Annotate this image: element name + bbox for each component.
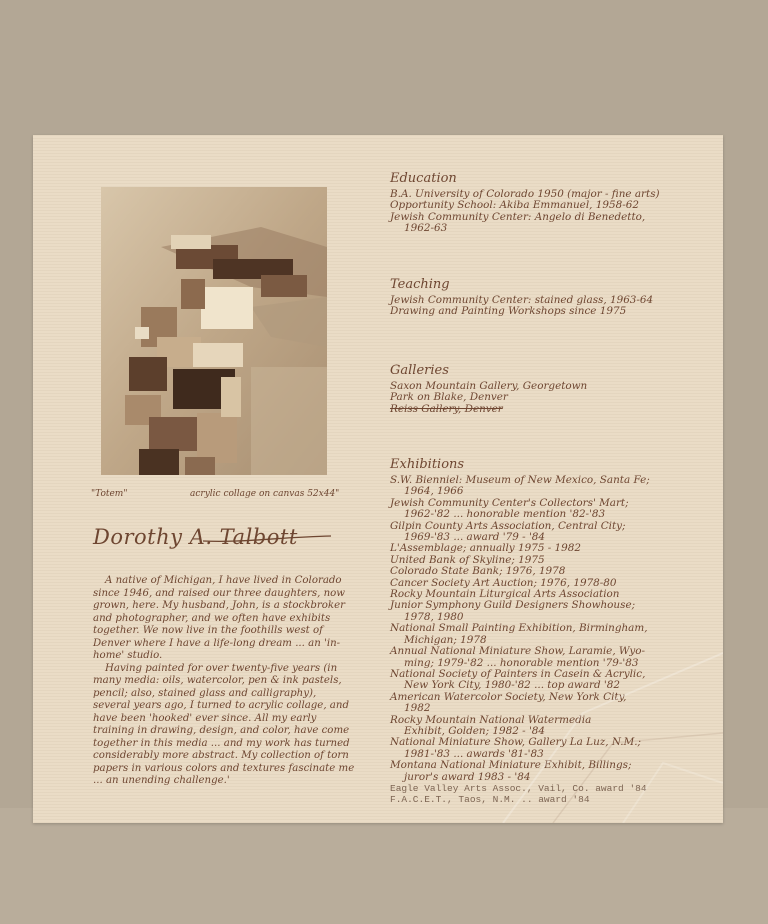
exhibition-line: National Small Painting Exhibition, Birmingham,: [390, 622, 648, 635]
exhibition-line: National Miniature Show, Gallery La Luz, N.M.;: [390, 736, 642, 749]
exhibition-line: Rocky Mountain National Watermedia: [390, 713, 592, 726]
exhibition-line: National Society of Painters in Casein & Acrylic,: [390, 667, 646, 680]
galleries-heading: Galleries: [390, 363, 449, 378]
biography-sheet: [33, 135, 723, 823]
totem-artwork-image: [101, 187, 327, 475]
gallery-line-struck: Reiss Gallery, Denver: [390, 402, 503, 415]
exhibitions-heading: Exhibitions: [390, 457, 465, 472]
exhibition-line: United Bank of Skyline; 1975: [390, 553, 545, 566]
bio-paragraph: Having painted for over twenty-five years (in many media: oils, watercolor, pen & ink pastels, pencil; also, stained glass and calligraphy), several years ago, I turned to acrylic collage, and have been 'hooked' ever since. All my early training in drawing, design, and color, have come together in this media ... and my work has turned considerably more abstract. My collection of torn papers in various colors and textures fascinate me ... an unending challenge.': [93, 662, 355, 786]
exhibition-line: L'Assemblage; annually 1975 - 1982: [390, 542, 581, 555]
exhibition-line: Annual National Miniature Show, Laramie, Wyo-: [390, 645, 646, 658]
exhibition-line: Cancer Society Art Auction; 1976, 1978-80: [390, 576, 617, 589]
exhibition-line: juror's award 1983 - '84: [404, 770, 531, 783]
exhibition-line: Michigan; 1978: [404, 633, 487, 646]
teaching-line: Drawing and Painting Workshops since 1975: [390, 305, 627, 318]
exhibition-line: 1969-'83 ... award '79 - '84: [404, 531, 546, 544]
artist-biography: [93, 575, 355, 788]
gallery-line: Park on Blake, Denver: [390, 391, 508, 404]
exhibition-line: 1981-'83 ... awards '81-'83: [404, 747, 544, 760]
exhibition-line: S.W. Bienniel: Museum of New Mexico, Santa Fe;: [390, 474, 650, 486]
exhibition-line: New York City, 1980-'82 ... top award '82: [404, 679, 620, 692]
bio-paragraph: A native of Michigan, I have lived in Colorado since 1946, and raised our three daughters, now grown, here. My husband, John, is a stockbroker and photographer, and we often have exhibits together. We now live in the foothills west of Denver where I have a life-long dream ... an 'in-home' studio.: [93, 575, 346, 661]
exhibition-line: 1978, 1980: [404, 610, 464, 623]
artist-name: Dorothy A. Talbott: [93, 525, 298, 549]
exhibition-line: ming; 1979-'82 ... honorable mention '79-'83: [404, 656, 639, 669]
artwork-photo: [101, 187, 327, 475]
exhibition-line: 1964, 1966: [404, 485, 464, 498]
exhibition-line: Jewish Community Center's Collectors' Mart;: [390, 496, 629, 509]
handwritten-exhibition-note: F.A.C.E.T., Taos, N.M. .. award '84: [390, 794, 590, 806]
teaching-section: [390, 277, 653, 318]
handwritten-exhibition-note: Eagle Valley Arts Assoc., Vail, Co. award '84: [390, 782, 647, 794]
exhibition-line: Colorado State Bank; 1976, 1978: [390, 565, 566, 578]
galleries-section: [390, 363, 587, 415]
mat-bottom: [0, 808, 768, 924]
exhibition-line: American Watercolor Society, New York City,: [390, 690, 627, 703]
name-underline-flourish: [201, 533, 333, 547]
teaching-line: Jewish Community Center: stained glass, 1963-64: [390, 294, 654, 306]
exhibition-line: Junior Symphony Guild Designers Showhouse;: [390, 599, 636, 612]
exhibition-line: Rocky Mountain Liturgical Arts Association: [390, 588, 620, 601]
education-section: [390, 171, 660, 235]
teaching-heading: Teaching: [390, 277, 450, 292]
education-line: 1962-63: [404, 222, 448, 235]
exhibition-line: Montana National Miniature Exhibit, Billings;: [390, 759, 632, 772]
education-heading: Education: [390, 171, 457, 186]
exhibition-line: Exhibit, Golden; 1982 - '84: [404, 724, 546, 737]
exhibition-line: Gilpin County Arts Association, Central City;: [390, 519, 626, 532]
education-line: Jewish Community Center: Angelo di Benedetto,: [390, 210, 646, 223]
gallery-line: Saxon Mountain Gallery, Georgetown: [390, 380, 588, 392]
artwork-medium-caption: acrylic collage on canvas 52x44": [190, 489, 340, 499]
exhibition-line: 1962-'82 ... honorable mention '82-'83: [404, 508, 606, 521]
artwork-title-caption: "Totem": [91, 489, 128, 499]
exhibitions-section: [390, 457, 650, 806]
exhibition-line: 1982: [404, 702, 431, 715]
education-line: Opportunity School: Akiba Emmanuel, 1958-62: [390, 199, 639, 212]
education-line: B.A. University of Colorado 1950 (major - fine arts): [390, 188, 660, 200]
